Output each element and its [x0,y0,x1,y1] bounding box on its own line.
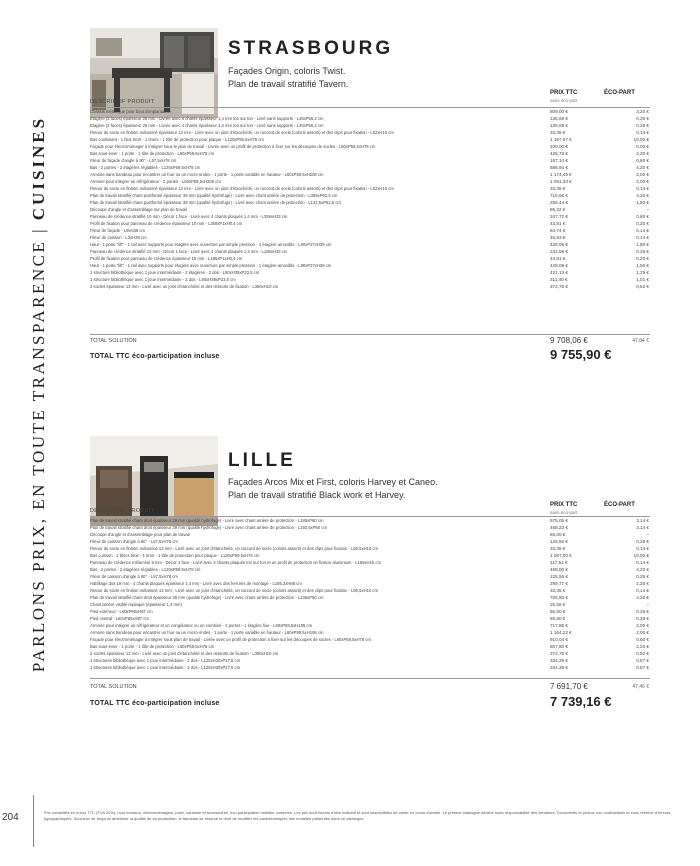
page-number: 204 [2,812,19,823]
section-subtitle-1: Façades Origin, coloris Twist. [228,66,346,76]
description-line: Étagère (2 faces) épaisseur 25 mm - Livrée avec 4 chants épaisseur 1,4 mm ton sur ton - Livré sans supports - L45xP56,2 cm [90,123,324,128]
description-line: Panneau de crédence stratifié 10 mm - Décor 1 face - Livré avec 4 chants plaqués 1,4 mm - L185xH33 cm [90,249,288,254]
eco-value: 1,50 € [636,242,649,247]
price-value: 65,00 € [550,532,566,537]
eco-value: 0,14 € [636,130,649,135]
price-value: 187,14 € [550,158,568,163]
section-subtitle-2: Plan de travail stratifié Black work et Harvey. [228,490,406,500]
total-ttc-value: 9 755,90 € [550,347,612,362]
price-value: 242,58 € [550,249,568,254]
price-value: 135,69 € [550,123,568,128]
price-value: 586,94 € [550,165,568,170]
price-value: 135,69 € [550,116,568,121]
eco-value: 2,00 € [636,623,649,628]
section-lille [90,436,694,756]
eco-column-header: ÉCO-PART [604,90,635,96]
eco-value: 0,14 € [636,235,649,240]
price-value: 33,35 € [550,588,566,593]
price-column-header: PRIX TTC [550,90,578,96]
description-line: Découpe d'angle et d'assemblage sur plan de travail [90,207,188,212]
description-line: 1 structure bibliothèque avec 1 joue intermédiaire - 2 dos - L90xH39xP23,5 cm [90,277,236,282]
description-line: Retour de socle en finition mélaminé épaisseur 13 mm - Livré avec un joint d'étanchéité, un raccord de socle (coloris assorti) et des clips pour fixation - L52xH10 cm [90,186,394,191]
eco-value: 0,52 € [636,651,649,656]
eco-value: 2,00 € [636,179,649,184]
description-line: Armoire pour intégrer un réfrigérateur et un congélateur ou un combiné - 2 portes - 1 étagère fixe - L60xP59,5xH195 cm [90,623,313,628]
price-value: 33,35 € [550,186,566,191]
description-line: Panneau de crédence stratifié 10 mm - Décor 1 face - Livré avec 4 chants plaqués 1,4 mm - L359xH33 cm [90,214,288,219]
description-line: Façade pour électroménager à intégrer sous plan de travail - Livrée avec un profil de protection à fixer sur les découpes de socles - L60xP59,5xH78 cm [90,637,371,642]
eco-value: 2,20 € [636,581,649,586]
eco-value: 0,14 € [636,186,649,191]
divider [90,334,650,335]
section-name: LILLE [228,450,296,471]
eco-value: 0,87 € [636,658,649,663]
eco-value: 0,00 € [636,144,649,149]
price-value: 43,81 € [550,256,566,261]
eco-value: 0,14 € [636,560,649,565]
eco-value: 10,00 € [633,553,649,558]
eco-value: 1,01 € [636,277,649,282]
eco-value: 1,50 € [636,263,649,268]
description-line: 2 socles épaisseur 13 mm - Livré avec un joint d'étanchéité et des ressorts de fixation - L360xH10 cm [90,651,279,656]
side-title-text: PARLONS PRIX, EN TOUTE TRANSPARENCE | [29,220,49,673]
eco-value: 4,20 € [636,193,649,198]
price-value: 372,76 € [550,284,568,289]
description-line: Châssis métallique pour bout d'implantation [90,109,171,114]
eco-value: – [646,207,649,212]
price-values [550,517,596,671]
price-value: 715,68 € [550,193,568,198]
eco-value: 0,52 € [636,284,649,289]
eco-value: 0,26 € [636,123,649,128]
description-line: Bas - 2 portes - 2 étagères réglables - L120xP59,5xH78 cm [90,567,201,572]
eco-value: 0,26 € [636,249,649,254]
description-line: 1 structure bibliothèque avec 1 joue intermédiaire - 2 étagères - 2 dos - L90xH39xP23,5 cm [90,270,260,275]
price-value: 1 164,22 € [550,630,572,635]
description-line: Retour de socle en finition mélaminé 13 mm - Livré avec un joint d'étanchéité, un raccord de socle (coloris assorti) et des clips pour fixation - L50,5xH10 cm [90,546,379,551]
description-line: 1 structures bibliothèque avec 1 joue intermédiaire - 2 dos - L125xH30xP27,5 cm [90,665,241,670]
eco-value: 3,14 € [636,525,649,530]
description-line: Bas coulissant - 1 bloc tiroir - 1 tiroirs - 1 tôle de protection pour plaque - L120xP59,5xH78 cm [90,137,264,142]
price-value: 65,80 € [550,609,566,614]
description-line: Fileur de caisson d'angle à 90° - L57,5xH78 cm [90,539,178,544]
description-line: Habillage dos 19 mm - 4 chants plaqués épaisseur 1,4 mm - Livré avec des ferrures de montage - L185,2xH88 cm [90,581,302,586]
description-line: Plan de travail stratifié chant droit épaisseur 39 mm (qualité hydrofuge) - Livré avec chant arrière de protection - L192,5xP60 cm [90,525,327,530]
description-line: Plan de travail stratifié chant droit épaisseur 39 mm (qualité hydrofuge) - Livré avec chant arrière de protection - L185xP60 cm [90,518,324,523]
price-column-subheader: sans éco-part [550,510,578,515]
total-eco-value: 47,84 € [632,338,649,344]
side-title [22,14,56,774]
description-line: Profil de fixation pour panneau de crédence épaisseur 10 mm - L359xP1xH0,4 cm [90,221,243,226]
eco-value: 0,87 € [636,665,649,670]
description-line: Étagère (2 faces) épaisseur 25 mm - Livrée avec 4 chants épaisseur 1,4 mm ton sur ton - Livré sans supports - L45xP56,2 cm [90,116,324,121]
page-rule [33,795,34,847]
price-value: 1 187,57 € [550,137,572,142]
price-column-subheader: sans éco-part [550,98,578,103]
description-line: Haut - 1 porte "lift" - 1 rail avec supports pour étagère avec ouverture par simple pression - 1 étagère amovible - L90xP37xH39 cm [90,242,332,247]
description-line: Armoire sans bandeau pour encastrer un four ou un micro-ondes - 1 porte - 1 porte variable en hauteur - L60xP59,5xH195 cm [90,630,324,635]
eco-value: 0,26 € [636,539,649,544]
eco-values [603,517,649,671]
total-ttc-label: TOTAL TTC éco-participation incluse [90,353,220,360]
eco-value: 0,26 € [636,616,649,621]
price-value: 64,74 € [550,228,566,233]
eco-value: 0,14 € [636,546,649,551]
eco-value: 1,29 € [636,270,649,275]
price-value: 299,77 € [550,581,568,586]
eco-value: – [646,602,649,607]
eco-value: 2,00 € [636,630,649,635]
total-solution-label: TOTAL SOLUTION [90,684,137,690]
eco-value: 2,20 € [636,151,649,156]
price-value: 86,32 € [550,207,566,212]
description-line: Façade pour électroménager à intégrer sous le plan de travail - Livrée avec un profil de protection à fixer sur les découpes de socles - L60xP59,5xH78 cm [90,144,376,149]
total-solution-value: 7 691,70 € [550,682,588,691]
description-line: Pied central - L60xP60xH87 cm [90,616,149,621]
price-value: 46,93 € [550,235,566,240]
description-line: Retour de socle en finition mélaminé 13 mm - Livré avec un joint d'étanchéité, un raccord de socle (coloris assorti) et des clips pour fixation - L50,5xH10 cm [90,588,379,593]
price-values [550,108,596,290]
eco-value: 0,26 € [636,609,649,614]
description-line: Armoire sans bandeau pour encastrer un four ou un micro-ondes - 1 porte - 1 porte variable en hauteur - L60xP59,5xH208 cm [90,172,324,177]
eco-value: 0,60 € [636,214,649,219]
footer-disclaimer: Prix conseillés en euros TTC (TVA 20%), hors livraison, électroménagers, pose, sanitaire et accessoires, éco-participation mobilier comprise. Les prix sont fournis à titre indicatif et sont susceptibles de varier en cours d'année. Le présent catalogue décline toute responsabilité des vendeurs. Documents et photos non contractuels et sous réserve d'erreurs typographiques. Soucieux de toujours améliorer la qualité de sa production, le fabricant se réserve le droit de modifier les caractéristiques des modèles présentés dans ce catalogue. [44,810,671,821]
eco-column-header: ÉCO-PART [604,502,635,508]
total-ttc-label: TOTAL TTC éco-participation incluse [90,700,220,707]
eco-value: 4,20 € [636,595,649,600]
price-value: 125,56 € [550,539,568,544]
eco-value: 1,50 € [636,200,649,205]
price-value: 717,85 € [550,623,568,628]
description-label: DESCRIPTIF PRODUIT [90,508,155,514]
price-value: 372,76 € [550,651,568,656]
section-strasbourg [90,28,694,373]
price-value: 705,80 € [550,595,568,600]
price-value: 125,56 € [550,574,568,579]
price-value: 33,35 € [550,130,566,135]
eco-value: 0,26 € [636,116,649,121]
price-value: 428,09 € [550,242,568,247]
price-value: 258,44 € [550,200,568,205]
eco-value: 4,20 € [636,567,649,572]
description-line: Bas cuisson - 2 blocs tiroir - 1 tiroir - 1 tôle de protection pour plaque - L120xP59,5xH78 cm [90,553,260,558]
price-value: 334,39 € [550,665,568,670]
price-value: 65,80 € [550,616,566,621]
description-line: Haut - 1 porte "lift" - 1 rail avec supports pour étagère avec ouverture par simple pression - 1 étagère amovible - L90xP37xH39 cm [90,263,332,268]
total-ttc-value: 7 739,16 € [550,694,612,709]
side-title-emphasis: CUISINES [29,115,49,221]
eco-value: 3,14 € [636,518,649,523]
description-lines [90,517,530,671]
eco-value: 0,60 € [636,637,649,642]
eco-value: 0,14 € [636,228,649,233]
description-line: Retour de socle en finition mélaminé épaisseur 13 mm - Livré avec un joint d'étanchéité, un raccord de socle (coloris assorti) et des clips pour fixation - L52xH10 cm [90,130,394,135]
eco-value: 0,20 € [636,221,649,226]
eco-value: 0,60 € [636,158,649,163]
price-value: 43,81 € [550,221,566,226]
description-line: Profil de fixation pour panneau de crédence épaisseur 10 mm - L185xP1xH0,4 cm [90,256,243,261]
eco-value: 0,14 € [636,588,649,593]
price-value: 421,13 € [550,270,568,275]
price-value: 1 174,49 € [550,172,572,177]
description-line: Plan de travail stratifié chant postformé épaisseur 39 mm (qualité hydrofuge) - Livré avec chant arrière de protection - L359xP62,5 cm [90,193,338,198]
description-line: Fileur de façade - L9xH39 cm [90,228,145,233]
price-value: 334,39 € [550,658,568,663]
total-solution-value: 9 708,06 € [550,336,588,345]
price-value: 575,05 € [550,518,568,523]
description-line: Plan de travail stratifié chant droit épaisseur 39 mm (qualité hydrofuge) - Livré avec chant arrière de protection - L245xP90 cm [90,595,324,600]
divider [90,678,650,679]
price-value: 809,00 € [550,109,568,114]
eco-value: 3,20 € [636,109,649,114]
description-lines [90,108,530,290]
description-line: Armoire pour intégrer un réfrigérateur - 2 portes - L60xP59,5xH208 cm [90,179,221,184]
eco-value: 10,00 € [633,137,649,142]
price-value: 33,35 € [550,546,566,551]
description-line: Panneau de crédence mélaminé 8 mm - Décor 1 face - Livré avec 4 chants plaqués ton sur ton et un profil de protection en finition aluminium - L165xH15 cm [90,560,381,565]
eco-value: 0,26 € [636,574,649,579]
price-value: 1 087,00 € [550,553,572,558]
eco-value: 2,00 € [636,172,649,177]
price-value: 1 091,33 € [550,179,572,184]
price-column-header: PRIX TTC [550,502,578,508]
price-value: 347,72 € [550,214,568,219]
description-line: Pied extérieur - L60xP60xH87 cm [90,609,153,614]
eco-values [603,108,649,290]
description-line: Fileur de caisson - L3xH39 cm [90,235,147,240]
price-value: 468,23 € [550,525,568,530]
section-subtitle-2: Plan de travail stratifié Tavern. [228,79,349,89]
section-name: STRASBOURG [228,38,394,59]
description-label: DESCRIPTIF PRODUIT [90,99,155,105]
total-eco-value: 47,46 € [632,684,649,690]
total-solution-label: TOTAL SOLUTION [90,338,137,344]
price-value: 425,73 € [550,151,568,156]
eco-value: 4,20 € [636,165,649,170]
description-line: Découpe d'angle et d'assemblage pour plan de travail [90,532,190,537]
eco-value: 0,20 € [636,256,649,261]
eco-value: – [646,532,649,537]
description-line: Bas - 2 portes - 2 étagères réglables - L120xP59,5xH78 cm [90,165,201,170]
price-value: 311,40 € [550,277,568,282]
price-value: 26,58 € [550,602,566,607]
description-line: Chant arrière visible replaqué (épaisseur 1,4 mm) [90,602,182,607]
description-line: 2 socles épaisseur 13 mm - Livré avec un joint d'étanchéité et des ressorts de fixation - L360xH10 cm [90,284,279,289]
price-value: 468,00 € [550,567,568,572]
description-line: Bas sous-évier - 1 porte - 1 tôle de protection - L60xP59,5xH78 cm [90,644,215,649]
eco-value: 2,20 € [636,644,649,649]
description-line: Bas sous-évier - 1 porte - 1 tôle de protection - L60xP59,5xH78 cm [90,151,215,156]
description-line: 1 structures bibliothèque avec 1 joue intermédiaire - 2 dos - L125xH30xP27,5 cm [90,658,241,663]
description-line: Plan de travail stratifié chant postformé épaisseur 39 mm (qualité hydrofuge) - Livré avec chant arrière de protection - L122,5xP62,5 cm [90,200,341,205]
price-value: 117,51 € [550,560,568,565]
description-line: Fileur de façade d'angle à 90° - L57,5xH78 cm [90,158,177,163]
price-value: 100,00 € [550,144,568,149]
section-subtitle-1: Façades Arcos Mix et First, coloris Harvey et Caneo. [228,477,438,487]
price-value: 507,80 € [550,644,568,649]
price-value: 428,09 € [550,263,568,268]
description-line: Fileur de caisson d'angle à 90° - L57,5xH78 cm [90,574,178,579]
price-value: 910,04 € [550,637,568,642]
